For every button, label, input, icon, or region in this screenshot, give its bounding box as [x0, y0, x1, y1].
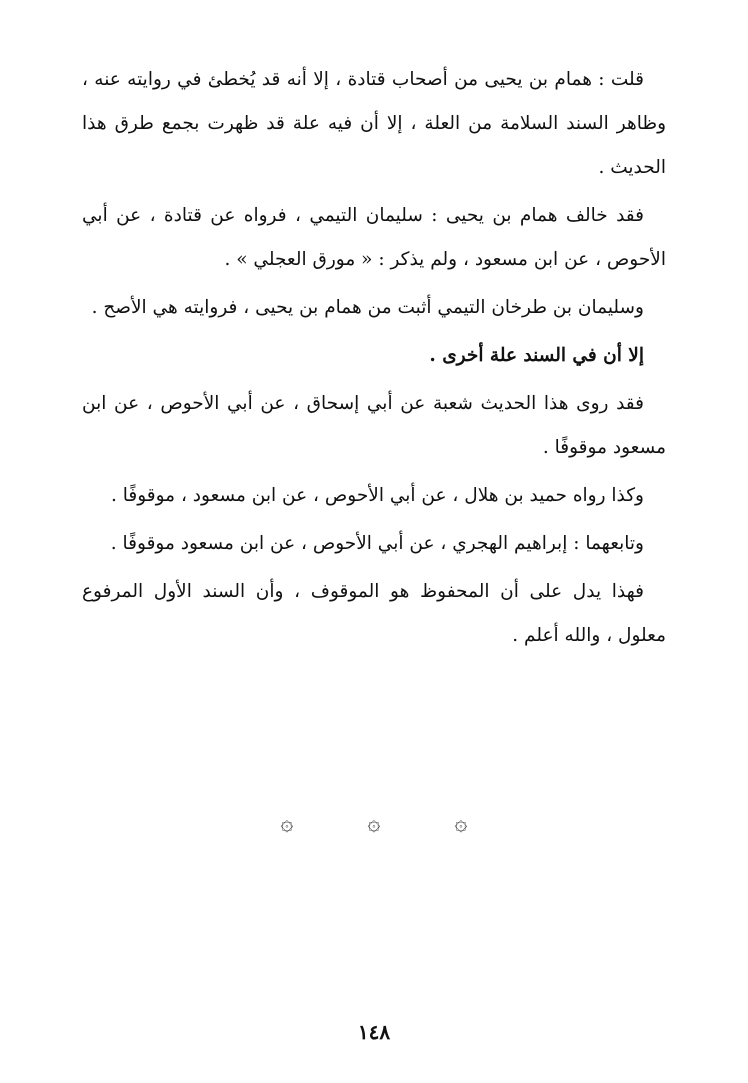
paragraph-1: قلت : همام بن يحيى من أصحاب قتادة ، إلا أنه قد يُخطئ في روايته عنه ، وظاهر السند السلامة من العلة ، إلا أن فيه علة قد ظهرت بجمع طرق هذا الحديث .	[82, 69, 666, 178]
section-heading: إلا أن في السند علة أخرى .	[429, 345, 644, 366]
section-divider	[0, 812, 748, 836]
ornament-icon: ۞	[280, 811, 294, 836]
paragraph-5: وكذا رواه حميد بن هلال ، عن أبي الأحوص ، عن ابن مسعود ، موقوفًا .	[110, 485, 644, 506]
paragraph-2: فقد خالف همام بن يحيى : سليمان التيمي ، فرواه عن قتادة ، عن أبي الأحوص ، عن ابن مسعود ، ولم يذكر : « مورق العجلي » .	[82, 205, 666, 270]
ornament-icon: ۞	[454, 811, 468, 836]
paragraph-4: فقد روى هذا الحديث شعبة عن أبي إسحاق ، عن أبي الأحوص ، عن ابن مسعود موقوفًا .	[82, 393, 666, 458]
ornament-icon: ۞	[367, 811, 381, 836]
paragraph-6: وتابعهما : إبراهيم الهجري ، عن أبي الأحوص ، عن ابن مسعود موقوفًا .	[110, 533, 644, 554]
page-number: ١٤٨	[357, 1020, 391, 1044]
paragraph-7: فهذا يدل على أن المحفوظ هو الموقوف ، وأن السند الأول المرفوع معلول ، والله أعلم .	[82, 581, 666, 646]
body-text	[82, 58, 666, 658]
paragraph-3: وسليمان بن طرخان التيمي أثبت من همام بن يحيى ، فروايته هي الأصح .	[91, 297, 644, 318]
